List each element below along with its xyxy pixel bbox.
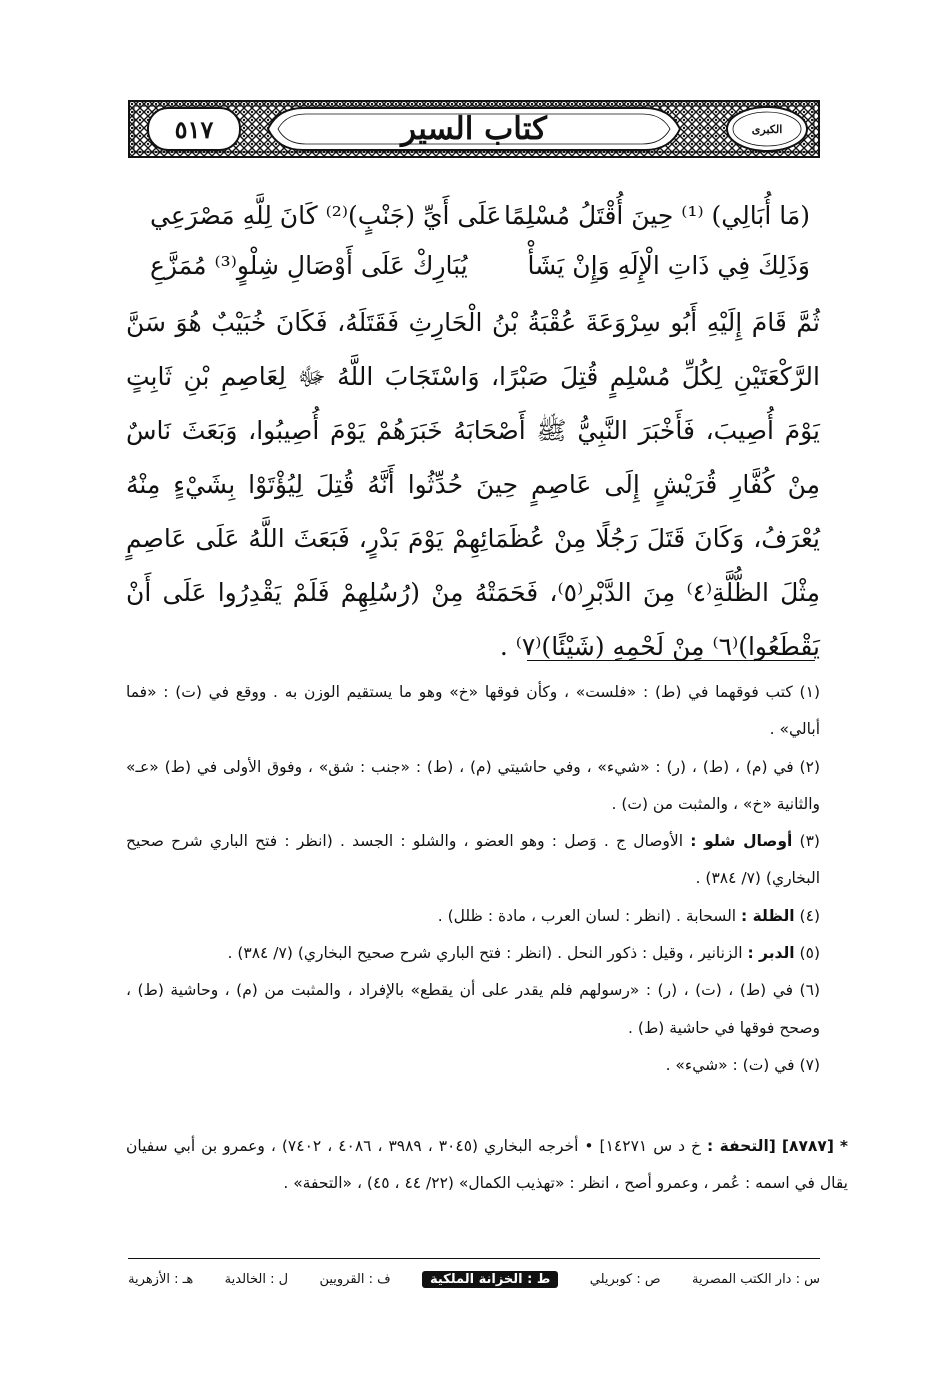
footnote-number: (١) <box>799 683 820 701</box>
footnote-keyword: الدبر : <box>747 944 795 963</box>
siglum: ل : الخالدية <box>224 1271 289 1287</box>
verse-line <box>150 242 810 288</box>
footnote-keyword: الظلة : <box>741 906 795 925</box>
takhrij-text: أخرجه البخاري (٣٠٤٥ ، ٣٩٨٩ ، ٤٠٨٦ ، ٧٤٠٢) ، وعمرو بن أبي سفيان يقال في اسمه : عُمر ، وعمرو أصح ، انظر : «تهذيب الكمال» (٢٢/ ٤٤ ، ٤٥) ، «التحفة» . <box>126 1137 848 1192</box>
footnote-divider <box>527 660 815 661</box>
verse-line <box>150 192 810 238</box>
footnote-keyword: أوصال شلو : <box>690 832 793 851</box>
bottom-rule <box>128 1258 820 1259</box>
footnote-number: (٧) <box>799 1055 820 1074</box>
hadith-reference: [٨٧٨٧] <box>781 1137 834 1155</box>
footnotes <box>126 674 820 1084</box>
footnote-text: في (م) ، (ط) ، (ر) : «شيء» ، وفي حاشيتي (م) ، (ط) : «جنب : شق» ، وفوق الأولى في (ط) «عـ» والثانية «خ» ، والمثبت من (ت) . <box>126 757 820 813</box>
tuhfa-value: خ د س ١٤٢٧١] <box>599 1137 701 1155</box>
siglum: هـ : الأزهرية <box>128 1271 194 1287</box>
footnote <box>126 674 820 749</box>
footnote-number: (٣) <box>799 832 820 851</box>
siglum: ف : القرويين <box>319 1271 391 1287</box>
siglum-highlighted: ط : الخزانة الملكية <box>422 1271 558 1288</box>
footnote <box>126 749 820 824</box>
page-number: ٥١٧ <box>174 114 214 144</box>
bullet-icon: • <box>584 1137 594 1155</box>
verse-hemistich-first: وَذَلِكَ فِي ذَاتِ الْإِلَهِ وَإِنْ يَشَأْ <box>527 250 810 280</box>
footnote <box>126 1047 820 1084</box>
takhrij-star-icon: * <box>839 1137 849 1155</box>
footnote-text: الزنانير ، وقيل : ذكور النحل . (انظر : فتح الباري شرح صحيح البخاري) (٧/ ٣٨٤) . <box>227 944 743 963</box>
footnote <box>126 935 820 972</box>
manuscript-sigla <box>128 1266 820 1292</box>
footnote <box>126 823 820 898</box>
siglum: س : دار الكتب المصرية <box>691 1271 820 1287</box>
footnote-number: (٢) <box>799 757 820 776</box>
verse-hemistich-first: (مَا أُبَالِي) ⁽¹⁾ حِينَ أُقْتَلُ مُسْلِمًا <box>504 200 810 230</box>
main-text: ثُمَّ قَامَ إِلَيْهِ أَبُو سِرْوَعَةَ عُقْبَةُ بْنُ الْحَارِثِ فَقَتَلَهُ، فَكَانَ خُبَيْبٌ هُوَ سَنَّ الرَّكْعَتَيْنِ لِكُلِّ مُسْلِمٍ قُتِلَ صَبْرًا، وَاسْتَجَابَ اللَّهُ ﷻ لِعَاصِمِ بْنِ ثَابِتٍ يَوْمَ أُصِيبَ، فَأَخْبَرَ النَّبِيُّ ﷺ أَصْحَابَهُ خَبَرَهُمْ يَوْمَ أُصِيبُوا، وَبَعَثَ نَاسٌ مِنْ كُفَّارِ قُرَيْشٍ إِلَى عَاصِمٍ حِينَ حُدِّثُوا أَنَّهُ قُتِلَ لِيُؤْتَوْا بِشَيْءٍ مِنْهُ يُعْرَفُ، وَكَانَ قَتَلَ رَجُلًا مِنْ عُظَمَائِهِمْ يَوْمَ بَدْرٍ، فَبَعَثَ اللَّهُ عَلَى عَاصِمٍ مِثْلَ الظُّلَّةِ⁽٤⁾ مِنَ الدَّبْرِ⁽٥⁾، فَحَمَتْهُ مِنْ (رُسُلِهِمْ فَلَمْ يَقْدِرُوا عَلَى أَنْ يَقْطَعُوا)⁽٦⁾ مِنْ لَحْمِهِ (شَيْئًا)⁽٧⁾ . <box>126 308 820 661</box>
page-header <box>128 100 820 158</box>
series-mark: الكبرى <box>751 122 783 136</box>
footnote <box>126 972 820 1047</box>
siglum: ص : كوبريلي <box>589 1271 661 1287</box>
footnote-text: كتب فوقهما في (ط) : «فلست» ، وكأن فوقها «خ» وهو ما يستقيم الوزن به . ووقع في (ت) : «فما أبالي» . <box>126 683 820 739</box>
verse-hemistich-second: عَلَى أَيِّ (جَنْبٍ)⁽²⁾ كَانَ لِلَّهِ مَصْرَعِي <box>150 200 502 230</box>
footnote-number: (٥) <box>799 944 820 963</box>
footnote <box>126 898 820 935</box>
takhrij-note <box>126 1128 848 1202</box>
footnote-text: السحابة . (انظر : لسان العرب ، مادة : ظلل) . <box>437 906 737 925</box>
footnote-text: الأوصال ج . وَصل : وهو العضو ، والشلو : الجسد . (انظر : فتح الباري شرح صحيح البخاري) (٧/ ٣٨٤) . <box>126 832 820 888</box>
footnote-text: في (ط) ، (ت) ، (ر) : «رسولهم فلم يقدر على أن يقطع» بالإفراد ، والمثبت من (م) ، وحاشية (ط) ، وصحح فوقها في حاشية (ط) . <box>126 981 820 1037</box>
footnote-number: (٦) <box>799 981 820 1000</box>
footnote-number: (٤) <box>799 906 820 925</box>
tuhfa-label: [التحفة : <box>706 1137 776 1155</box>
verse-hemistich-second: يُبَارِكْ عَلَى أَوْصَالِ شِلْوٍ⁽³⁾ مُمَزَّعِ <box>150 250 468 280</box>
footnote-text: في (ت) : «شيء» . <box>665 1055 795 1074</box>
book-title: كتاب السير <box>401 111 547 147</box>
